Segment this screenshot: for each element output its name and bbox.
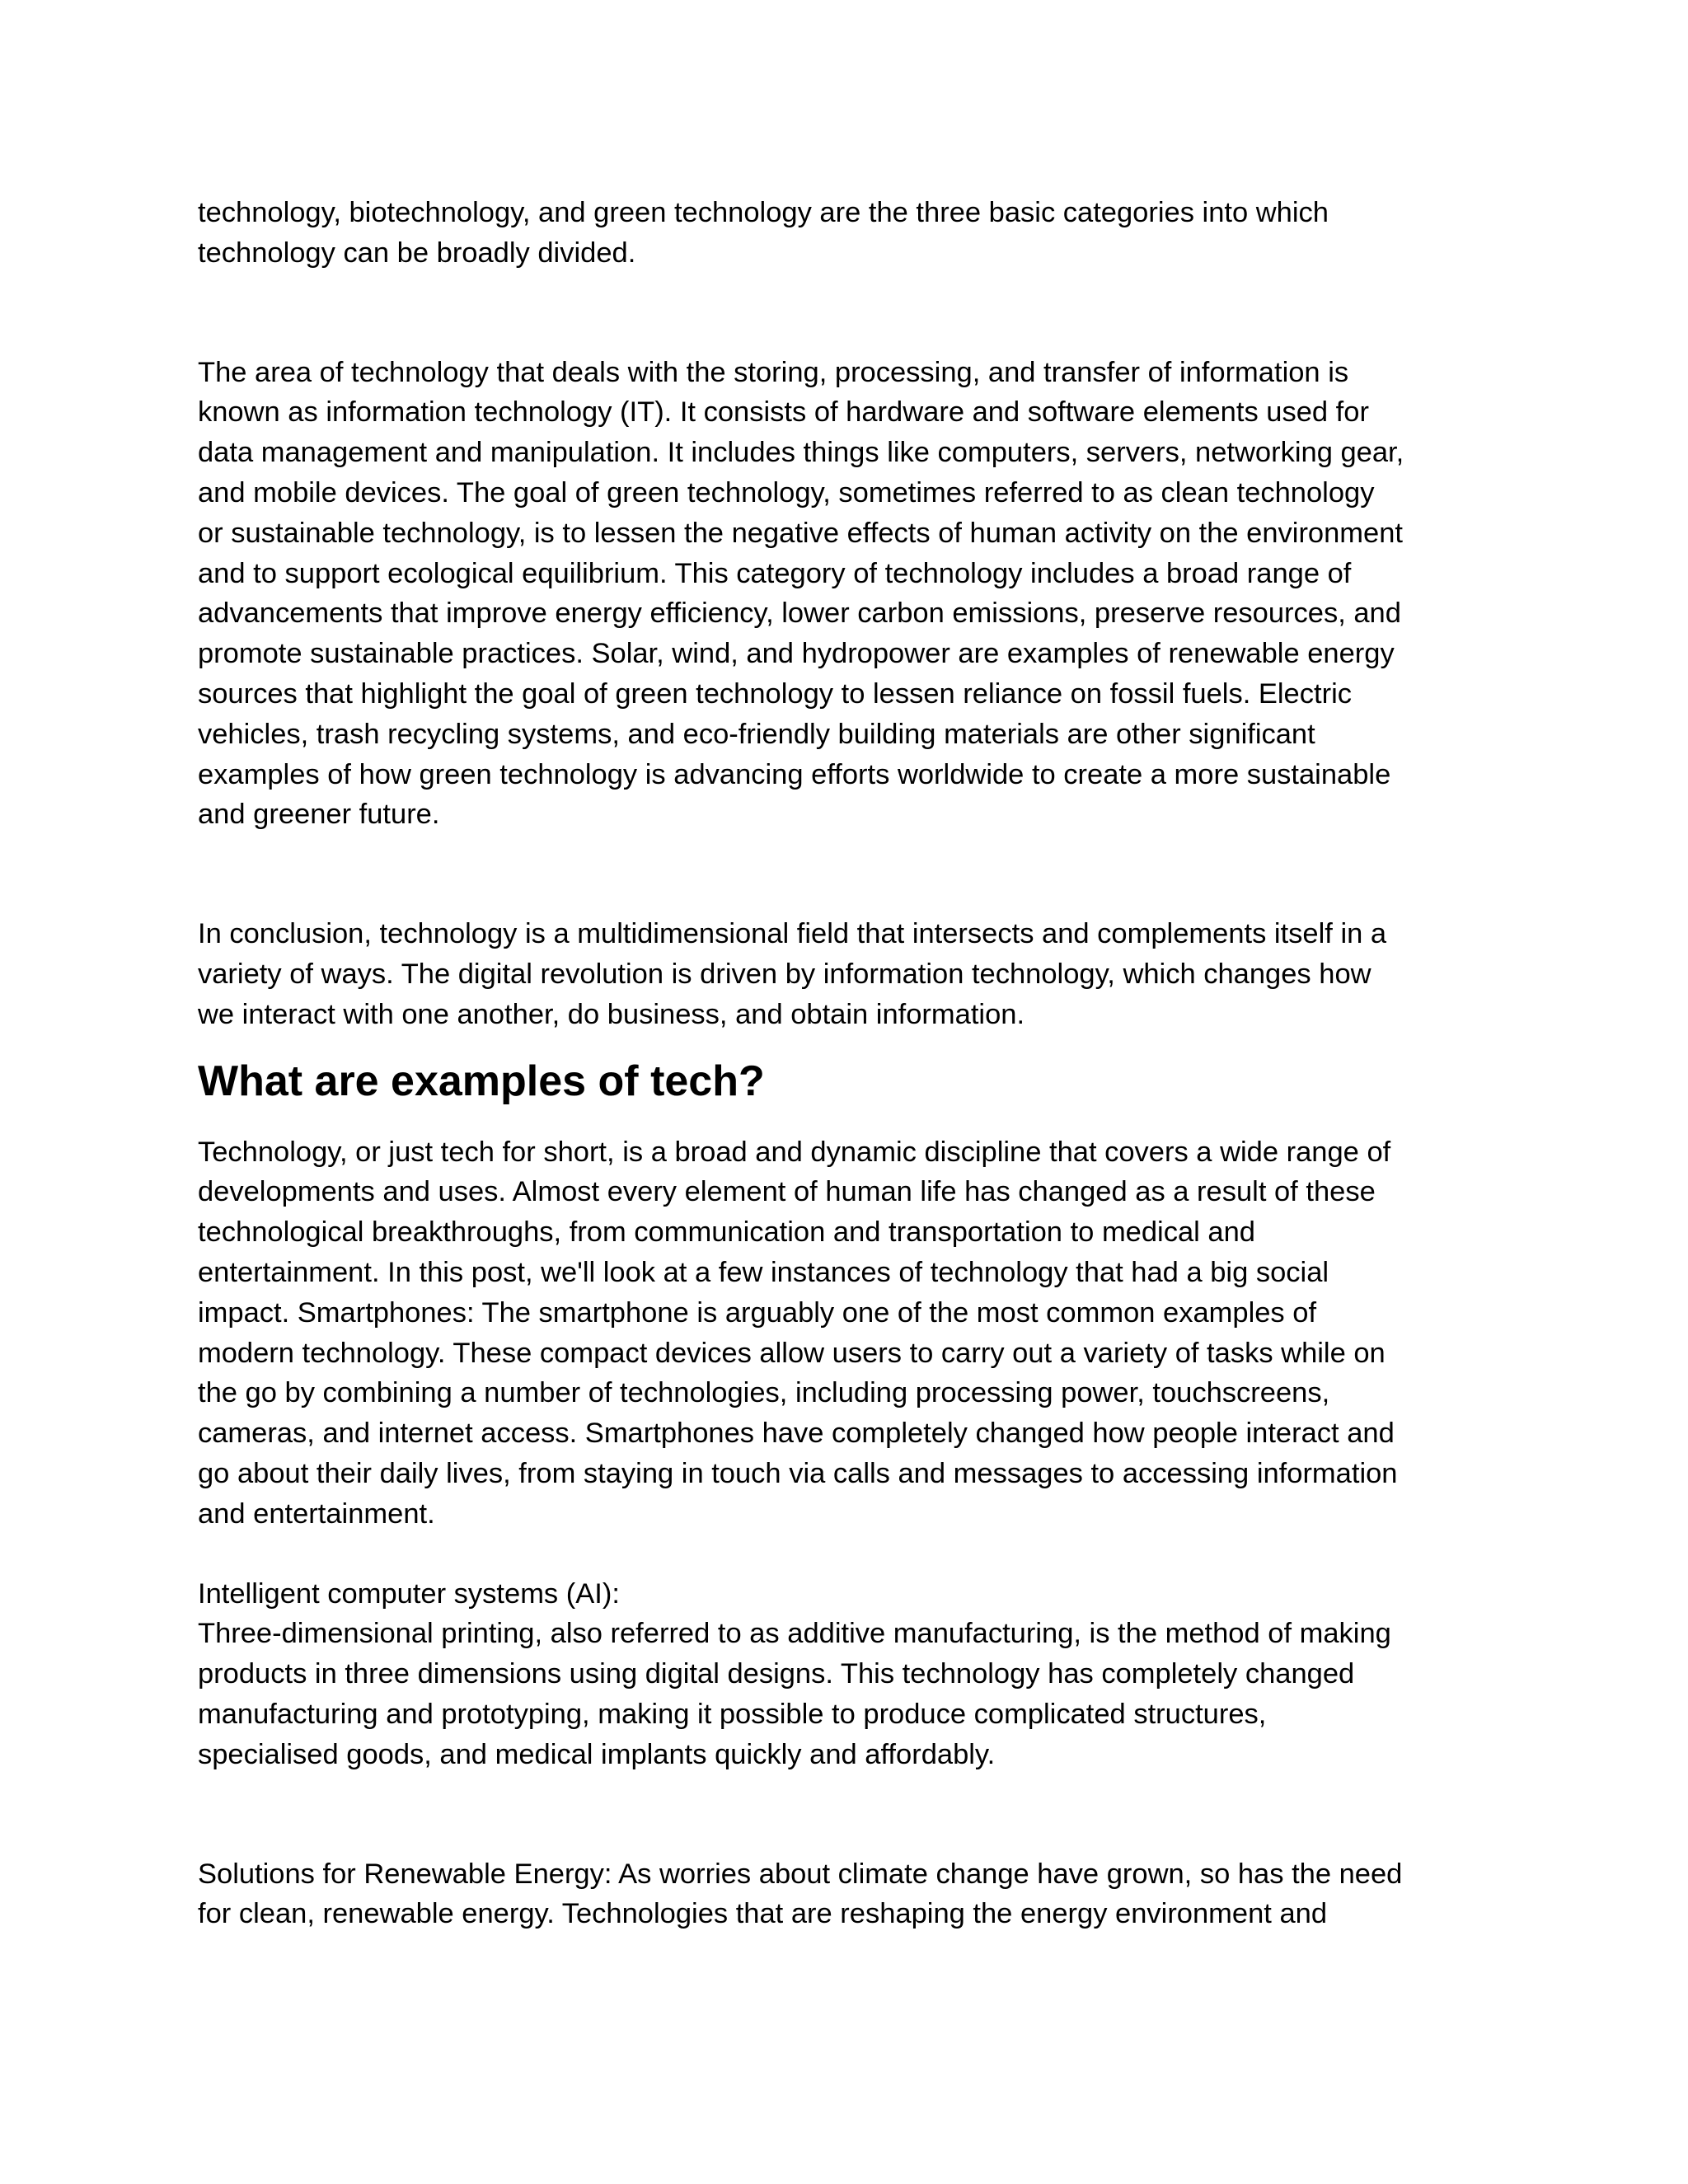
paragraph-technology-categories: technology, biotechnology, and green technology are the three basic categories into which technology can be broadly divided. bbox=[198, 197, 1329, 269]
paragraph-conclusion: In conclusion, technology is a multidimensional field that intersects and complements itself in a variety of ways. The digital revolution is driven by information technology, which changes how we interact with one another, do business, and obtain information. bbox=[198, 918, 1387, 1030]
paragraph-tech-examples-smartphones: Technology, or just tech for short, is a broad and dynamic discipline that covers a wide range of developments and uses. Almost every element of human life has changed as a result of these technological breakthroughs, from communication and transportation to medical and entertainment. In this post, we'll look at a few instances of technology that had a big social impact. Smartphones: The smartphone is arguably one of the most common examples of modern technology. These compact devices allow users to carry out a variety of tasks while on the go by combining a number of technologies, including processing power, touchscreens, cameras, and internet access. Smartphones have completely changed how people interact and go about their daily lives, from staying in touch via calls and messages to accessing information and entertainment. bbox=[198, 1136, 1398, 1530]
document-page bbox=[198, 193, 1508, 1934]
paragraph-renewable-energy: Solutions for Renewable Energy: As worries about climate change have grown, so has the need for clean, renewable energy. Technologies that are reshaping the energy environment and bbox=[198, 1858, 1403, 1930]
paragraph-ai-3d-printing: Intelligent computer systems (AI): Three-dimensional printing, also referred to as additive manufacturing, is the method of making products in three dimensions using digital designs. This technology has completely changed manufacturing and prototyping, making it possible to produce complicated structures, specialised goods, and medical implants quickly and affordably. bbox=[198, 1577, 1391, 1770]
heading-spacer bbox=[198, 1035, 1508, 1055]
paragraph-spacer bbox=[198, 1535, 1508, 1574]
section-heading: What are examples of tech? bbox=[198, 1057, 765, 1105]
paragraph-information-green-technology: The area of technology that deals with the storing, processing, and transfer of information is known as information technology (IT). It consists of hardware and software elements used for data management and manipulation. It includes things like computers, servers, networking gear, and mobile devices. The goal of green technology, sometimes referred to as clean technology or sustainable technology, is to lessen the negative effects of human activity on the environment and to support ecological equilibrium. This category of technology includes a broad range of advancements that improve energy efficiency, lower carbon emissions, preserve resources, and promote sustainable practices. Solar, wind, and hydropower are examples of renewable energy sources that highlight the goal of green technology to lessen reliance on fossil fuels. Electric vehicles, trash recycling systems, and eco-friendly building materials are other significant examples of how green technology is advancing efforts worldwide to create a more sustainable and greener future. bbox=[198, 356, 1404, 831]
paragraph-spacer bbox=[198, 835, 1508, 914]
paragraph-spacer bbox=[198, 1775, 1508, 1854]
paragraph-spacer bbox=[198, 274, 1508, 353]
heading-spacer bbox=[198, 1108, 1508, 1132]
